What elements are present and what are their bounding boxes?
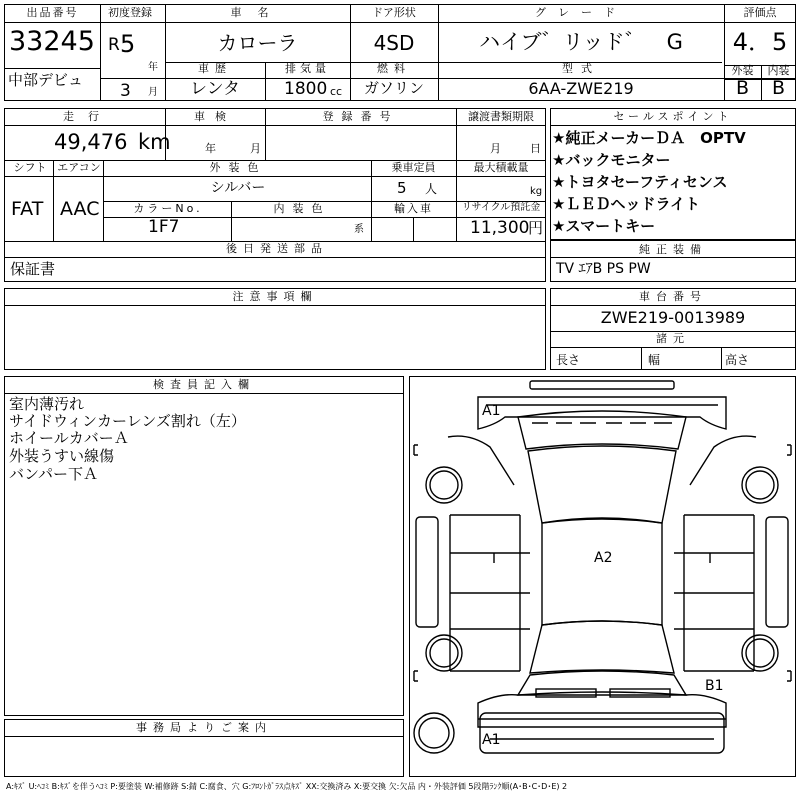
damage-code-front: A1 xyxy=(482,403,501,419)
grade: ハイブ゛リッド゛ G xyxy=(479,30,683,54)
damage-code-rear: A1 xyxy=(482,732,501,748)
inspector-note: バンパー下Ａ xyxy=(9,465,98,483)
sales-point-item: ★トヨタセーフティセンス xyxy=(552,173,728,191)
sales-point-item: ★ＬＥＤヘッドライト xyxy=(552,195,700,213)
car-diagram-svg xyxy=(410,377,795,776)
intcolor-label: 内装色 xyxy=(273,202,331,215)
equipment: TV ｴｱB PS PW xyxy=(556,261,651,277)
inspection-year-unit: 年 xyxy=(205,142,216,155)
sales-point-item: ★スマートキー xyxy=(552,217,656,235)
model-code: 6AA-ZWE219 xyxy=(528,79,634,98)
import-label: 輸入車 xyxy=(394,202,433,215)
load-label: 最大積載量 xyxy=(473,161,529,174)
car-diagram xyxy=(409,376,796,777)
history: レンタ xyxy=(190,79,240,99)
int-label: 内装 xyxy=(767,64,790,77)
first-reg-label: 初度登録 xyxy=(108,6,152,19)
recycle: 11,300 xyxy=(470,218,530,238)
notes-label: 注意事項欄 xyxy=(232,290,318,303)
later-parts-label: 後日発送部品 xyxy=(226,242,328,255)
length-label: 長さ xyxy=(556,353,581,367)
chassis-label: 車台番号 xyxy=(639,290,707,303)
km-unit: km xyxy=(138,130,171,154)
color-label: 外装色 xyxy=(209,161,267,174)
legend: A:ｷｽﾞ U:ﾍｺﾐ B:ｷｽﾞを伴うﾍｺﾐ P:要塗装 W:補修跡 S:錆 C:腐食、穴 G:ﾌﾛﾝﾄｶﾞﾗｽ点ｷｽﾞ XX:交換済み X:要交換 欠:欠品 内・外装評価 5段階ﾗﾝｸ順(A･B･C･D･E) 2 xyxy=(6,782,568,791)
inspector-note: ホイールカバーＡ xyxy=(9,429,129,447)
chassis-number: ZWE219-0013989 xyxy=(600,308,746,327)
shift: FAT xyxy=(11,198,44,220)
ext-grade: B xyxy=(735,77,750,99)
era: R xyxy=(108,35,120,55)
debut-label: 中部デビュ xyxy=(8,71,84,89)
fuel-label: 燃料 xyxy=(377,62,411,75)
lot-no: 33245 xyxy=(9,26,95,57)
transfer-day-unit: 日 xyxy=(530,142,541,155)
specs-dims-label: 諸元 xyxy=(656,332,690,345)
history-label: 車歴 xyxy=(198,62,232,75)
colorno: 1F7 xyxy=(148,217,180,237)
width-label: 幅 xyxy=(648,353,661,367)
color: シルバー xyxy=(210,180,266,196)
first-reg-month: 3 xyxy=(120,81,131,101)
later-parts: 保証書 xyxy=(10,260,56,278)
car-name: カローラ xyxy=(217,31,298,55)
year-unit: 年 xyxy=(148,62,158,73)
inspector-label: 検査員記入欄 xyxy=(153,378,255,391)
car-name-label: 車名 xyxy=(230,6,285,19)
mileage-label: 走行 xyxy=(63,110,113,123)
seats: 5 xyxy=(397,179,407,197)
transfer-label: 譲渡書類期限 xyxy=(468,110,534,123)
inspection-month-unit: 月 xyxy=(250,142,261,155)
month-unit: 月 xyxy=(148,87,158,98)
inspector-note: 外装うすい線傷 xyxy=(9,447,115,465)
yen-unit: 円 xyxy=(528,219,544,237)
equipment-label: 純正装備 xyxy=(639,243,707,256)
ac: AAC xyxy=(60,198,100,220)
seats-label: 乗車定員 xyxy=(391,161,436,174)
shift-label: シフト xyxy=(13,161,47,174)
height-label: 高さ xyxy=(725,353,750,367)
damage-code-roof: A2 xyxy=(594,550,613,566)
grade-label: グレード xyxy=(535,6,627,19)
sales-point-item: ★純正メーカーＤＡ OPTV xyxy=(552,129,746,147)
lot-no-label: 出品番号 xyxy=(26,6,79,19)
door-label: ドア形状 xyxy=(372,6,416,19)
mileage: 49,476 xyxy=(54,130,128,154)
first-reg-year: 5 xyxy=(120,30,136,58)
recycle-label: リサイクル預託金 xyxy=(461,202,541,213)
score-label: 評価点 xyxy=(743,6,777,19)
fuel: ガソリン xyxy=(363,79,424,97)
ext-label: 外装 xyxy=(731,64,754,77)
displacement: 1800 xyxy=(284,79,328,99)
inspector-note: 室内薄汚れ xyxy=(9,395,85,413)
score: 4．5 xyxy=(732,28,788,56)
door-type: 4SD xyxy=(373,31,415,55)
colorno-label: カラーNo. xyxy=(133,202,203,215)
model-label: 型式 xyxy=(562,62,600,75)
transfer-month-unit: 月 xyxy=(490,142,501,155)
sales-points-label: セールスポイント xyxy=(613,110,733,123)
damage-code-rear-right: B1 xyxy=(705,678,724,694)
displacement-label: 排気量 xyxy=(285,62,330,75)
intcolor-unit: 系 xyxy=(354,224,364,235)
seats-unit: 人 xyxy=(425,182,438,196)
load-unit: kg xyxy=(530,186,543,197)
ac-label: エアコン xyxy=(57,161,101,174)
int-grade: B xyxy=(771,77,786,99)
inspector-note: サイドウィンカーレンズ割れ（左） xyxy=(9,412,246,430)
sales-point-item: ★バックモニター xyxy=(552,151,671,169)
plate-label: 登録番号 xyxy=(322,110,399,123)
cc-unit: cc xyxy=(330,85,343,98)
office-label: 事務局よりご案内 xyxy=(136,721,272,734)
inspection-label: 車検 xyxy=(194,110,236,123)
